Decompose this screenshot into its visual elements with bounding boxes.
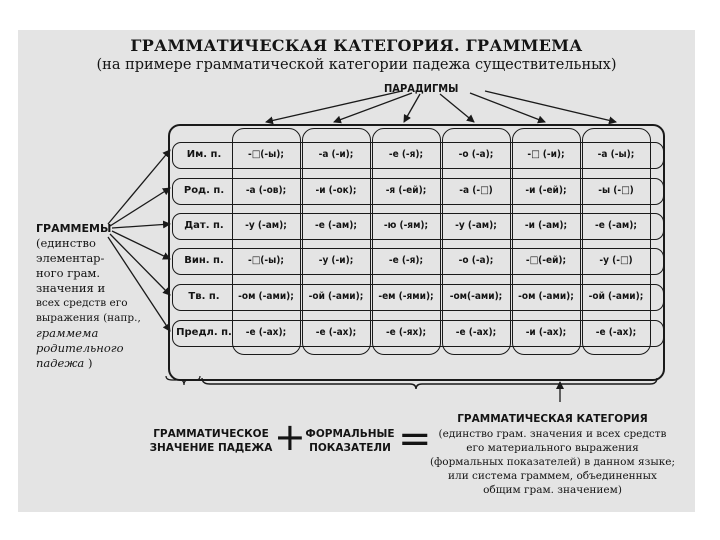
ending-cell: -е (-ях); [385,327,427,338]
ending-cell: -□(-ы); [248,255,284,266]
grammemes-example-line: родительного [36,341,124,355]
ending-cell: -о (-а); [458,255,494,266]
ending-cell: -и (-ок); [315,185,357,196]
case-label: Предл. п. [176,327,232,338]
case-label: Им. п. [186,149,222,160]
ending-cell: -а (-□) [459,185,493,196]
ending-cell: -е (-ам); [595,220,637,231]
category-definition-line: общим грам. значением) [483,484,622,496]
grammemes-note-line: элементар- [36,251,105,265]
grammeme-arrow-1 [108,150,170,224]
category-definition-line: (формальных показателей) в данном языке; [429,456,676,468]
ending-cell: -ом (-ами); [518,291,574,302]
grammemes-note-line: выражения (напр., [36,312,141,324]
formula-meaning-line: ЗНАЧЕНИЕ ПАДЕЖА [149,442,273,454]
paradigm-arrow-3 [404,94,420,122]
ending-cell: -е (-ам); [315,220,357,231]
grammeme-arrow-3 [112,224,170,228]
ending-cell: -а (-и); [318,149,354,160]
ending-cell: -у (-□) [599,255,633,266]
case-label: Дат. п. [184,220,224,231]
grammemes-example-line: граммема [36,326,99,340]
diagram-subtitle: (на примере грамматической категории падежа существительных) [96,57,617,73]
ending-cell: -о (-а); [458,149,494,160]
ending-cell: -ой (-ами); [588,291,644,302]
ending-cell: -у (-ам); [245,220,287,231]
category-heading: ГРАММАТИЧЕСКАЯ КАТЕГОРИЯ [457,413,648,425]
category-definition-line: (единство грам. значения и всех средств [438,428,667,440]
paradigm-arrow-1 [266,91,402,122]
paradigm-arrow-5 [470,93,545,122]
ending-cell: -е (-ах); [245,327,287,338]
ending-cell: -□(-ы); [248,149,284,160]
case-label: Вин. п. [184,255,224,266]
grammemes-heading: ГРАММЕМЫ [36,222,112,235]
formula-plus: + [274,415,306,459]
ending-cell: -у (-ам); [455,220,497,231]
case-label: Род. п. [183,185,225,196]
ending-cell: -е (-ах); [595,327,637,338]
formula-markers-line: ПОКАЗАТЕЛИ [309,442,391,454]
ending-cell: -е (-ах); [455,327,497,338]
grammemes-note-line: значения и [36,281,106,295]
ending-cell: -я (-ей); [385,185,427,196]
ending-cell: -ю (-ям); [383,220,429,231]
ending-cell: -и (-ах); [525,327,567,338]
ending-cell: -е (-ах); [315,327,357,338]
ending-cell: -а (-ов); [245,185,287,196]
ending-cell: -у (-и); [318,255,354,266]
grammemes-note-line: всех средств его [36,297,128,309]
category-definition-line: его материального выражения [466,442,639,454]
ending-cell: -ом(-ами); [449,291,503,302]
ending-cell: -ом (-ами); [238,291,294,302]
grammemes-note-line: ного грам. [36,266,101,280]
ending-cell: -□ (-и); [527,149,565,160]
formula-meaning [146,427,276,455]
case-label: Тв. п. [188,291,220,302]
ending-cell: -ы (-□) [598,185,634,196]
ending-cell: -ем (-ями); [378,291,434,302]
grammemes-example-line: падежа [36,356,85,370]
ending-cell: -и (-ей); [525,185,567,196]
ending-cell: -а (-ы); [597,149,635,160]
ending-cell: -е (-я); [388,255,424,266]
grammemes-note-line: (единство [36,236,96,250]
diagram-title: ГРАММАТИЧЕСКАЯ КАТЕГОРИЯ. ГРАММЕМА [130,36,583,55]
ending-cell: -и (-ам); [524,220,568,231]
grammemes-close-paren: ) [88,356,93,370]
formula-meaning-line: ГРАММАТИЧЕСКОЕ [153,428,269,440]
paradigms-label: ПАРАДИГМЫ [384,82,459,95]
ending-cell: -е (-я); [388,149,424,160]
formula-markers [300,427,400,455]
ending-cell: -□(-ей); [525,255,567,266]
grammeme-arrow-2 [110,188,170,226]
formula-equals: = [398,416,432,462]
formula-markers-line: ФОРМАЛЬНЫЕ [305,428,395,440]
ending-cell: -ой (-ами); [308,291,364,302]
category-definition-line: или система граммем, объединенных [448,470,657,482]
paradigm-arrow-4 [440,94,474,122]
